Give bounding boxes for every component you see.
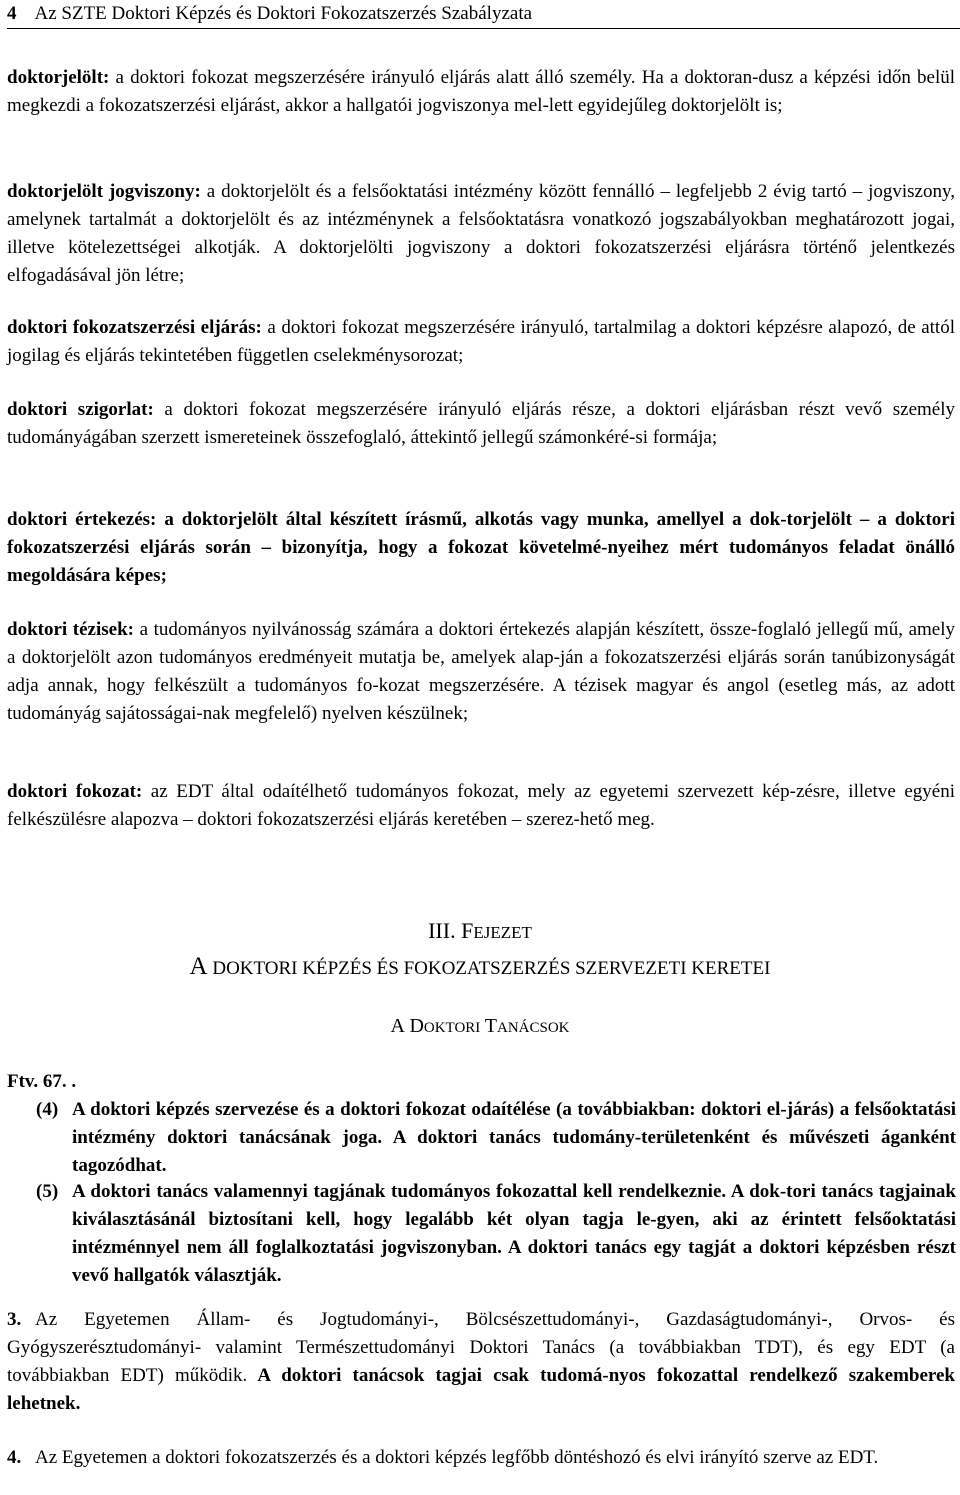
definition-term: doktorjelölt: — [7, 67, 110, 88]
chapter-number: III. FEJEZET — [428, 918, 532, 943]
definition-term: doktori szigorlat: — [7, 399, 154, 420]
definition-text: a doktorjelölt által készített írásmű, alkotás vagy munka, amellyel a dok-torjelölt – a doktori fokozatszerzési eljárás során – bizonyítja, hogy a fokozat követelmé-nyeihez mért tudományos feladat önálló megoldására képes; — [7, 509, 956, 586]
definition-fokozatszerzesi-eljaras — [7, 314, 955, 370]
definition-doktori-szigorlat — [7, 396, 955, 452]
definition-text-tail: A doktorjelölti jogviszony a doktori fokozatszerzési eljárásra történő jelentkezés elfogadásával jön létre; — [7, 237, 955, 286]
definition-doktorjelolt-jogviszony — [7, 178, 955, 290]
chapter-title: A DOKTORI KÉPZÉS ÉS FOKOZATSZERZÉS SZERVEZETI KERETEI — [189, 953, 771, 980]
paragraph-number: 3. — [7, 1309, 22, 1330]
item-number: (4) — [36, 1099, 59, 1120]
definition-text: a doktori fokozat megszerzésére irányuló eljárás része, a doktori eljárásban részt vevő személy tudományágában szerzett ismereteinek összefoglaló, áttekintő jellegű számonkéré-si formája; — [7, 399, 955, 448]
definition-term: doktori fokozatszerzési eljárás: — [7, 317, 262, 338]
definition-text: az EDT által odaítélhető tudományos fokozat, mely az egyetemi szervezett kép-zésre, illetve egyéni felkészülésre alapozva – doktori fokozatszerzési eljárás keretében – szerez-hető meg. — [7, 781, 955, 830]
section-title: A DOKTORI TANÁCSOK — [390, 1015, 570, 1037]
paragraph-text: Az Egyetemen a doktori fokozatszerzés és a doktori képzés legfőbb döntéshozó és elvi irányító szerve az EDT. — [35, 1447, 879, 1468]
definition-term: doktori tézisek: — [7, 619, 134, 640]
document-title: Az SZTE Doktori Képzés és Doktori Fokozatszerzés Szabályzata — [34, 3, 533, 24]
definition-doktori-ertekezes — [7, 506, 955, 590]
ftv-item-5 — [36, 1178, 956, 1290]
paragraph-text: Az Egyetemen Állam- és Jogtudományi-, Bölcsészettudományi-, Gazdaságtudományi-, Orvos- és Gyógyszerésztudományi- valamint Természettudományi Doktori Tanács (a továbbiakban TDT), és egy EDT (a továbbiakban EDT) működik. — [7, 1309, 955, 1386]
definition-doktorjelolt — [7, 64, 955, 120]
item-text: A doktori képzés szervezése és a doktori fokozat odaítélése (a továbbiakban: doktori el-járás) a felsőoktatási intézmény doktori tanácsának joga. A doktori tanács tudomány-területenként és művészeti áganként tagozódhat. — [72, 1099, 956, 1176]
numbered-paragraph-3 — [7, 1306, 955, 1418]
definition-term: doktori értekezés: — [7, 509, 157, 530]
paragraph-bold-text: A doktori tanácsok tagjai csak tudomá-nyos fokozattal rendelkező szakemberek lehetnek. — [7, 1365, 955, 1414]
page-header — [7, 2, 960, 29]
item-text: A doktori tanács valamennyi tagjának tudományos fokozattal kell rendelkeznie. A dok-tori tanács tagjainak kiválasztásánál biztosítani kell, hogy legalább két olyan tagja le-gyen, aki az érintett felsőoktatási intézménnyel nem áll foglalkoztatási jogviszonyban. A doktori tanács egy tagját a doktori képzésben részt vevő hallgatók választják. — [72, 1181, 956, 1286]
definition-text: a doktorjelölt és a felsőoktatási intézmény között fennálló – legfeljebb 2 évig tartó – jogviszony, amelynek tartalmát a doktorjelölt és az intézménynek a felsőoktatásra vonatkozó jogszabályokban meghatározott jogai, illetve kötelezettségei alkotják. — [7, 181, 955, 258]
definition-text: a doktori fokozat megszerzésére irányuló, tartalmilag a doktori képzésre alapozó, de attól jogilag és eljárás tekintetében független cselekménysorozat; — [7, 317, 955, 366]
ftv-item-4 — [36, 1096, 956, 1180]
item-number: (5) — [36, 1181, 59, 1202]
definition-text: a tudományos nyilvánosság számára a doktori értekezés alapján készített, össze-foglaló jellegű mű, amely a doktorjelölt azon tudományos eredményeit mutatja be, amelyek alap-ján a fokozatszerzési eljárás során tanúbizonyságát adja annak, hogy felkészült a tudományos fo-kozat megszerzésére. A tézisek magyar és angol (esetleg más, az adott tudományág sajátosságai-nak megfelelő) nyelven készülnek; — [7, 619, 955, 724]
definition-doktori-tezisek — [7, 616, 955, 728]
definition-term: doktorjelölt jogviszony: — [7, 181, 201, 202]
paragraph-number: 4. — [7, 1447, 22, 1468]
ftv-reference: Ftv. 67. . — [7, 1071, 77, 1092]
page-number: 4 — [7, 3, 17, 24]
definition-doktori-fokozat — [7, 778, 955, 834]
definition-text: a doktori fokozat megszerzésére irányuló eljárás alatt álló személy. Ha a doktoran-dusz a képzési időn belül megkezdi a fokozatszerzési eljárást, akkor a hallgatói jogviszonya mel-lett egyidejűleg doktorjelölt is; — [7, 67, 955, 116]
definition-term: doktori fokozat: — [7, 781, 143, 802]
numbered-paragraph-4 — [7, 1444, 955, 1472]
